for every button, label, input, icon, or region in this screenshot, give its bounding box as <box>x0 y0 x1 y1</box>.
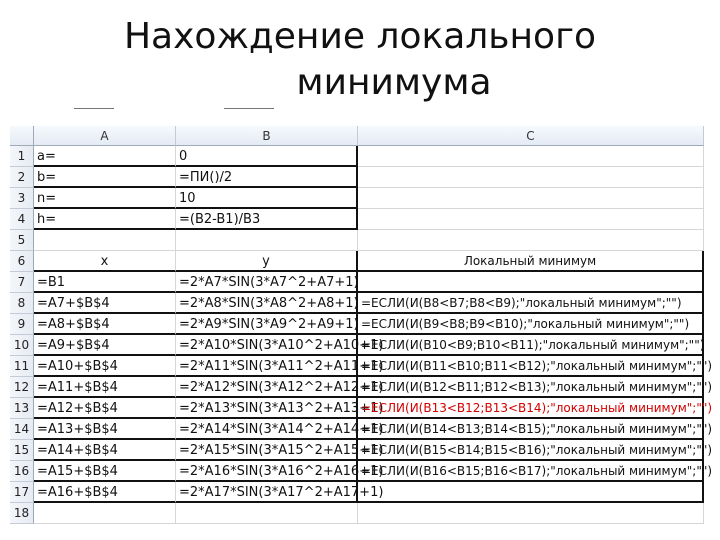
cell-c6[interactable]: Локальный минимум <box>358 251 704 272</box>
cell-a6[interactable]: x <box>34 251 176 272</box>
cell-a15[interactable]: =A14+$B$4 <box>34 440 176 461</box>
row-header[interactable]: 2 <box>10 167 34 188</box>
cell-c11[interactable]: =ЕСЛИ(И(B11<B10;B11<B12);"локальный минимум";"") <box>358 356 704 377</box>
cell-a8[interactable]: =A7+$B$4 <box>34 293 176 314</box>
select-all-corner[interactable] <box>10 126 34 146</box>
row-header[interactable]: 15 <box>10 440 34 461</box>
cell-c10[interactable]: =ЕСЛИ(И(B10<B9;B10<B11);"локальный минимум";"") <box>358 335 704 356</box>
slide-title <box>0 14 720 106</box>
cell-b17[interactable]: =2*A17*SIN(3*A17^2+A17+1) <box>176 482 358 503</box>
clipped-formula-bar <box>34 104 294 127</box>
cell-c13[interactable]: =ЕСЛИ(И(B13<B12;B13<B14);"локальный минимум";"") <box>358 398 704 419</box>
row-header[interactable]: 7 <box>10 272 34 293</box>
row-header[interactable]: 3 <box>10 188 34 209</box>
cell-c12[interactable]: =ЕСЛИ(И(B12<B11;B12<B13);"локальный минимум";"") <box>358 377 704 398</box>
row-header[interactable]: 1 <box>10 146 34 167</box>
cell-c9[interactable]: =ЕСЛИ(И(B9<B8;B9<B10);"локальный минимум";"") <box>358 314 704 335</box>
cell-b7[interactable]: =2*A7*SIN(3*A7^2+A7+1) <box>176 272 358 293</box>
row-header[interactable]: 12 <box>10 377 34 398</box>
cell-c5[interactable] <box>358 230 704 251</box>
cell-b16[interactable]: =2*A16*SIN(3*A16^2+A16+1) <box>176 461 358 482</box>
cell-a11[interactable]: =A10+$B$4 <box>34 356 176 377</box>
row-header[interactable]: 16 <box>10 461 34 482</box>
row-header[interactable]: 5 <box>10 230 34 251</box>
column-header-b[interactable]: B <box>176 126 358 146</box>
cell-b11[interactable]: =2*A11*SIN(3*A11^2+A11+1) <box>176 356 358 377</box>
cell-b15[interactable]: =2*A15*SIN(3*A15^2+A15+1) <box>176 440 358 461</box>
cell-b10[interactable]: =2*A10*SIN(3*A10^2+A10+1) <box>176 335 358 356</box>
cell-b4[interactable]: =(B2-B1)/B3 <box>176 209 358 230</box>
row-header[interactable]: 9 <box>10 314 34 335</box>
formula-bar-edge <box>74 108 114 115</box>
cell-c16[interactable]: =ЕСЛИ(И(B16<B15;B16<B17);"локальный минимум";"") <box>358 461 704 482</box>
cell-b5[interactable] <box>176 230 358 251</box>
cell-a4[interactable]: h= <box>34 209 176 230</box>
cell-a7[interactable]: =B1 <box>34 272 176 293</box>
cell-c8[interactable]: =ЕСЛИ(И(B8<B7;B8<B9);"локальный минимум";"") <box>358 293 704 314</box>
cell-b8[interactable]: =2*A8*SIN(3*A8^2+A8+1) <box>176 293 358 314</box>
slide-title-line-2: минимума <box>296 62 492 103</box>
row-header[interactable]: 10 <box>10 335 34 356</box>
cell-b2[interactable]: =ПИ()/2 <box>176 167 358 188</box>
row-header[interactable]: 4 <box>10 209 34 230</box>
cell-a2[interactable]: b= <box>34 167 176 188</box>
cell-a17[interactable]: =A16+$B$4 <box>34 482 176 503</box>
cell-a9[interactable]: =A8+$B$4 <box>34 314 176 335</box>
cell-c1[interactable] <box>358 146 704 167</box>
row-header[interactable]: 6 <box>10 251 34 272</box>
cell-a5[interactable] <box>34 230 176 251</box>
cell-a18[interactable] <box>34 503 176 524</box>
cell-a1[interactable]: a= <box>34 146 176 167</box>
cell-b12[interactable]: =2*A12*SIN(3*A12^2+A12+1) <box>176 377 358 398</box>
formula-bar-edge <box>224 108 274 115</box>
row-header[interactable]: 8 <box>10 293 34 314</box>
row-header[interactable]: 14 <box>10 419 34 440</box>
cell-c3[interactable] <box>358 188 704 209</box>
cell-c18[interactable] <box>358 503 704 524</box>
cell-b6[interactable]: y <box>176 251 358 272</box>
cell-b18[interactable] <box>176 503 358 524</box>
cell-a14[interactable]: =A13+$B$4 <box>34 419 176 440</box>
cell-b9[interactable]: =2*A9*SIN(3*A9^2+A9+1) <box>176 314 358 335</box>
cell-c2[interactable] <box>358 167 704 188</box>
cell-c14[interactable]: =ЕСЛИ(И(B14<B13;B14<B15);"локальный минимум";"") <box>358 419 704 440</box>
cell-c15[interactable]: =ЕСЛИ(И(B15<B14;B15<B16);"локальный минимум";"") <box>358 440 704 461</box>
cell-a13[interactable]: =A12+$B$4 <box>34 398 176 419</box>
row-header[interactable]: 18 <box>10 503 34 524</box>
row-header[interactable]: 11 <box>10 356 34 377</box>
cell-c7[interactable] <box>358 272 704 293</box>
cell-b13[interactable]: =2*A13*SIN(3*A13^2+A13+1) <box>176 398 358 419</box>
row-header[interactable]: 13 <box>10 398 34 419</box>
column-header-a[interactable]: A <box>34 126 176 146</box>
cell-a10[interactable]: =A9+$B$4 <box>34 335 176 356</box>
cell-a16[interactable]: =A15+$B$4 <box>34 461 176 482</box>
column-header-c[interactable]: C <box>358 126 704 146</box>
cell-b3[interactable]: 10 <box>176 188 358 209</box>
spreadsheet-screenshot <box>10 104 713 540</box>
cell-a12[interactable]: =A11+$B$4 <box>34 377 176 398</box>
row-header[interactable]: 17 <box>10 482 34 503</box>
cell-b1[interactable]: 0 <box>176 146 358 167</box>
cell-b14[interactable]: =2*A14*SIN(3*A14^2+A14+1) <box>176 419 358 440</box>
cell-a3[interactable]: n= <box>34 188 176 209</box>
cell-c17[interactable] <box>358 482 704 503</box>
cell-c4[interactable] <box>358 209 704 230</box>
slide-title-line-1: Нахождение локального <box>123 16 597 57</box>
